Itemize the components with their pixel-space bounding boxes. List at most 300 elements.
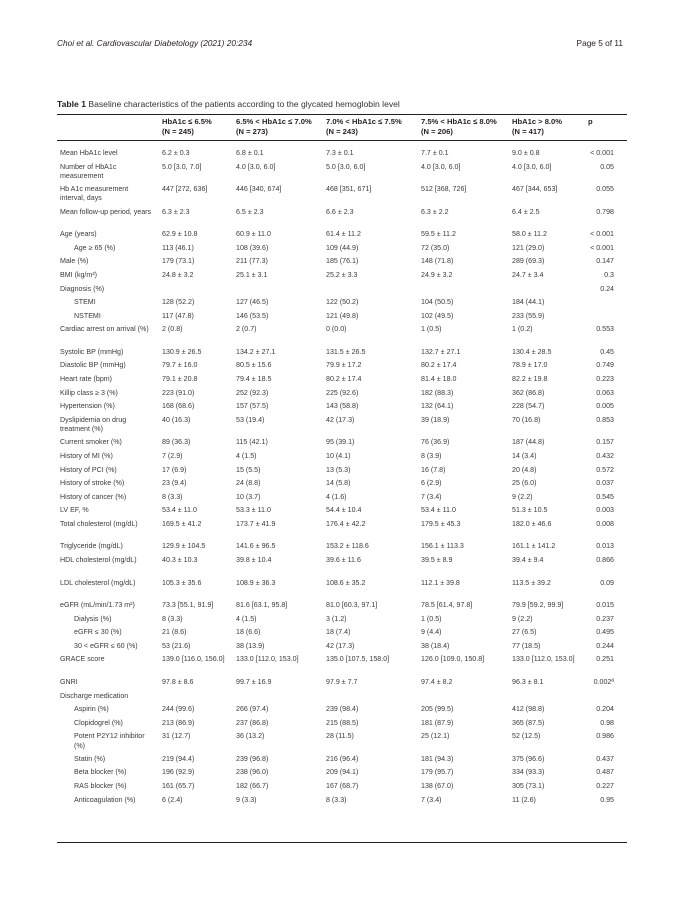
column-header-5-line1: HbA1c > 8.0% xyxy=(512,117,563,126)
value-cell: 216 (96.4) xyxy=(326,754,359,763)
value-cell: 81.4 ± 18.0 xyxy=(421,375,457,383)
value-cell: 146 (53.5) xyxy=(236,311,269,320)
p-value-cell: 0.008 xyxy=(596,519,614,528)
value-cell: 4 (1.6) xyxy=(326,492,347,501)
row-label: BMI (kg/m²) xyxy=(60,270,98,279)
value-cell: 25 (12.1) xyxy=(421,732,450,741)
p-value-cell: 0.853 xyxy=(596,415,614,424)
value-cell: 143 (58.8) xyxy=(326,402,359,411)
p-value-cell: 0.015 xyxy=(596,601,614,609)
value-cell: 161 (65.7) xyxy=(162,782,195,790)
value-cell: 9.0 ± 0.8 xyxy=(512,149,540,157)
value-cell: 2 (0.7) xyxy=(236,325,257,334)
value-cell: 39.4 ± 9.4 xyxy=(512,556,544,564)
column-header-4-line2: (N = 206) xyxy=(421,127,453,136)
value-cell: 181 (87.9) xyxy=(421,718,454,727)
value-cell: 53 (21.6) xyxy=(162,641,191,650)
value-cell: 215 (88.5) xyxy=(326,718,359,727)
row-label: Total cholesterol (mg/dL) xyxy=(60,519,138,528)
value-cell: 7.7 ± 0.1 xyxy=(421,149,449,157)
value-cell: 8 (3.3) xyxy=(162,614,183,623)
value-cell: 130.4 ± 28.5 xyxy=(512,347,552,356)
value-cell: 117 (47.8) xyxy=(162,311,194,320)
p-value-cell: 0.749 xyxy=(596,361,614,370)
p-value-cell: < 0.001 xyxy=(590,149,614,157)
p-value-cell: 0.24 xyxy=(600,284,614,293)
value-cell: 24.8 ± 3.2 xyxy=(162,270,194,279)
row-label: LV EF, % xyxy=(60,506,89,515)
value-cell: 133.0 [112.0, 153.0] xyxy=(512,655,575,664)
value-cell: 7.3 ± 0.1 xyxy=(326,149,354,157)
row-label: Potent P2Y12 inhibitor (%) xyxy=(74,732,145,750)
value-cell: 18 (7.4) xyxy=(326,628,351,637)
value-cell: 78.9 ± 17.0 xyxy=(512,361,548,370)
value-cell: 6 (2.4) xyxy=(162,795,183,804)
p-value-cell: 0.223 xyxy=(596,375,614,383)
value-cell: 24 (8.8) xyxy=(236,479,261,488)
value-cell: 512 [368, 726] xyxy=(421,185,467,194)
value-cell: 239 (98.4) xyxy=(326,705,359,714)
value-cell: 8 (3.3) xyxy=(326,795,347,804)
column-header-4-line1: 7.5% < HbA1c ≤ 8.0% xyxy=(421,117,497,126)
value-cell: 167 (68.7) xyxy=(326,782,359,790)
p-value-cell: 0.157 xyxy=(596,438,614,447)
value-cell: 179.5 ± 45.3 xyxy=(421,519,461,528)
value-cell: 4.0 [3.0, 6.0] xyxy=(236,162,276,171)
value-cell: 228 (54.7) xyxy=(512,402,545,411)
value-cell: 25.2 ± 3.3 xyxy=(326,270,358,279)
row-label: eGFR (mL/min/1.73 m²) xyxy=(60,601,135,609)
value-cell: 223 (91.0) xyxy=(162,388,195,397)
row-label: Mean follow-up period, years xyxy=(60,207,152,216)
row-label: GNRI xyxy=(60,677,78,686)
row-label: Age (years) xyxy=(60,230,97,239)
value-cell: 179 (95.7) xyxy=(421,768,454,777)
value-cell: 54.4 ± 10.4 xyxy=(326,506,362,515)
value-cell: 80.5 ± 15.6 xyxy=(236,361,272,370)
row-label: Hypertension (%) xyxy=(60,402,115,411)
value-cell: 289 (69.3) xyxy=(512,257,545,266)
value-cell: 233 (55.9) xyxy=(512,311,545,320)
value-cell: 7 (2.9) xyxy=(162,451,183,460)
value-cell: 168 (68.6) xyxy=(162,402,195,411)
row-label: Dyslipidemia on drug treatment (%) xyxy=(60,415,127,434)
row-label: Diastolic BP (mmHg) xyxy=(60,361,126,370)
value-cell: 6.5 ± 2.3 xyxy=(236,207,264,216)
value-cell: 169.5 ± 41.2 xyxy=(162,519,202,528)
p-value-cell: 0.251 xyxy=(596,655,614,664)
value-cell: 95 (39.1) xyxy=(326,438,355,447)
column-header-p xyxy=(588,117,608,127)
column-header-3-line1: 7.0% < HbA1c ≤ 7.5% xyxy=(326,117,402,126)
value-cell: 181 (94.3) xyxy=(421,754,454,763)
value-cell: 105.3 ± 35.6 xyxy=(162,578,202,587)
value-cell: 76 (36.9) xyxy=(421,438,450,447)
value-cell: 6.3 ± 2.2 xyxy=(421,207,449,216)
value-cell: 53.4 ± 11.0 xyxy=(162,506,197,515)
p-value-cell: 0.432 xyxy=(596,451,614,460)
row-label: GRACE score xyxy=(60,655,105,664)
column-header-1 xyxy=(162,117,234,137)
value-cell: 447 [272, 636] xyxy=(162,185,208,194)
p-value-cell: 0.244 xyxy=(596,641,614,650)
p-value-cell: 0.545 xyxy=(596,492,614,501)
column-header-5-line2: (N = 417) xyxy=(512,127,544,136)
value-cell: 25 (6.0) xyxy=(512,479,537,488)
page-number: Page 5 of 11 xyxy=(576,38,623,48)
value-cell: 237 (86.8) xyxy=(236,718,269,727)
value-cell: 6 (2.9) xyxy=(421,479,442,488)
p-value-cell: 0.98 xyxy=(600,718,614,727)
p-value-cell: 0.063 xyxy=(596,388,614,397)
p-value-cell: 0.055 xyxy=(596,185,614,194)
row-label: Number of HbA1c measurement xyxy=(60,162,117,180)
value-cell: 38 (18.4) xyxy=(421,641,450,650)
value-cell: 21 (8.6) xyxy=(162,628,187,637)
value-cell: 42 (17.3) xyxy=(326,415,355,424)
table-label: Table 1 xyxy=(57,99,86,109)
value-cell: 39.8 ± 10.4 xyxy=(236,556,272,564)
p-value-cell: 0.227 xyxy=(596,782,614,790)
value-cell: 113.5 ± 39.2 xyxy=(512,578,551,587)
value-cell: 96.3 ± 8.1 xyxy=(512,677,544,686)
p-value-cell: 0.553 xyxy=(596,325,614,334)
row-label: Clopidogrel (%) xyxy=(74,718,123,727)
value-cell: 109 (44.9) xyxy=(326,243,359,252)
value-cell: 10 (3.7) xyxy=(236,492,261,501)
value-cell: 72 (35.0) xyxy=(421,243,450,252)
value-cell: 213 (86.9) xyxy=(162,718,195,727)
running-head xyxy=(57,38,623,52)
value-cell: 102 (49.5) xyxy=(421,311,454,320)
value-cell: 1 (0.2) xyxy=(512,325,533,334)
value-cell: 182 (88.3) xyxy=(421,388,454,397)
value-cell: 24.7 ± 3.4 xyxy=(512,270,544,279)
value-cell: 4 (1.5) xyxy=(236,451,257,460)
value-cell: 179 (73.1) xyxy=(162,257,195,266)
table-header-rule xyxy=(57,140,627,141)
value-cell: 77 (18.5) xyxy=(512,641,541,650)
value-cell: 62.9 ± 10.8 xyxy=(162,230,198,239)
table-caption xyxy=(57,99,627,109)
row-label: Male (%) xyxy=(60,257,89,266)
value-cell: 25.1 ± 3.1 xyxy=(236,270,268,279)
p-value-cell: 0.05 xyxy=(600,162,614,171)
row-label: Triglyceride (mg/dL) xyxy=(60,542,123,551)
value-cell: 225 (92.6) xyxy=(326,388,359,397)
value-cell: 36 (13.2) xyxy=(236,732,265,741)
value-cell: 31 (12.7) xyxy=(162,732,191,741)
value-cell: 53.4 ± 11.0 xyxy=(421,506,456,515)
value-cell: 127 (46.5) xyxy=(236,298,269,307)
value-cell: 365 (87.5) xyxy=(512,718,545,727)
table-caption-text: Baseline characteristics of the patients according to the glycated hemoglobin level xyxy=(88,99,400,109)
value-cell: 1 (0.5) xyxy=(421,325,442,334)
value-cell: 135.0 [107.5, 158.0] xyxy=(326,655,390,664)
value-cell: 446 [340, 674] xyxy=(236,185,282,194)
value-cell: 121 (49.8) xyxy=(326,311,359,320)
column-header-1-line2: (N = 245) xyxy=(162,127,194,136)
value-cell: 4.0 [3.0, 6.0] xyxy=(421,162,461,171)
value-cell: 6.4 ± 2.5 xyxy=(512,207,540,216)
p-value-cell: 0.002ª xyxy=(593,677,614,686)
value-cell: 6.2 ± 0.3 xyxy=(162,149,190,157)
value-cell: 59.5 ± 11.2 xyxy=(421,230,456,239)
p-value-cell: 0.572 xyxy=(596,465,614,474)
value-cell: 113 (46.1) xyxy=(162,243,194,252)
table-bottom-rule xyxy=(57,842,627,843)
value-cell: 13 (5.3) xyxy=(326,465,351,474)
row-label: Beta blocker (%) xyxy=(74,768,127,777)
row-label: Anticoagulation (%) xyxy=(74,795,136,804)
row-label: Discharge medication xyxy=(60,691,129,700)
value-cell: 185 (76.1) xyxy=(326,257,359,266)
value-cell: 108.9 ± 36.3 xyxy=(236,578,276,587)
value-cell: 14 (5.8) xyxy=(326,479,351,488)
p-value-cell: < 0.001 xyxy=(590,230,614,239)
value-cell: 51.3 ± 10.5 xyxy=(512,506,548,515)
value-cell: 6.8 ± 0.1 xyxy=(236,149,264,157)
row-label: Dialysis (%) xyxy=(74,614,112,623)
p-value-cell: 0.437 xyxy=(596,754,614,763)
value-cell: 362 (86.8) xyxy=(512,388,545,397)
value-cell: 266 (97.4) xyxy=(236,705,269,714)
value-cell: 9 (2.2) xyxy=(512,492,533,501)
value-cell: 2 (0.8) xyxy=(162,325,183,334)
value-cell: 122 (50.2) xyxy=(326,298,359,307)
value-cell: 60.9 ± 11.0 xyxy=(236,230,271,239)
value-cell: 4 (1.5) xyxy=(236,614,257,623)
value-cell: 42 (17.3) xyxy=(326,641,355,650)
row-label: Mean HbA1c level xyxy=(60,149,118,157)
row-label: RAS blocker (%) xyxy=(74,782,127,790)
value-cell: 138 (67.0) xyxy=(421,782,454,790)
value-cell: 139.0 [116.0, 156.0] xyxy=(162,655,225,664)
value-cell: 209 (94.1) xyxy=(326,768,359,777)
value-cell: 38 (13.9) xyxy=(236,641,265,650)
value-cell: 89 (36.3) xyxy=(162,438,191,447)
value-cell: 211 (77.3) xyxy=(236,257,268,266)
value-cell: 108 (39.6) xyxy=(236,243,269,252)
value-cell: 205 (99.5) xyxy=(421,705,454,714)
row-label: 30 < eGFR ≤ 60 (%) xyxy=(74,641,138,650)
value-cell: 134.2 ± 27.1 xyxy=(236,347,276,356)
p-value-cell: < 0.001 xyxy=(590,243,614,252)
value-cell: 11 (2.6) xyxy=(512,795,536,804)
value-cell: 157 (57.5) xyxy=(236,402,269,411)
value-cell: 252 (92.3) xyxy=(236,388,269,397)
row-label: HDL cholesterol (mg/dL) xyxy=(60,556,137,564)
value-cell: 3 (1.2) xyxy=(326,614,347,623)
column-header-5 xyxy=(512,117,582,137)
column-header-3 xyxy=(326,117,418,137)
value-cell: 80.2 ± 17.4 xyxy=(326,375,362,383)
value-cell: 81.0 [60.3, 97.1] xyxy=(326,601,378,609)
value-cell: 104 (50.5) xyxy=(421,298,454,307)
value-cell: 184 (44.1) xyxy=(512,298,545,307)
value-cell: 97.8 ± 8.6 xyxy=(162,677,194,686)
value-cell: 334 (93.3) xyxy=(512,768,545,777)
value-cell: 81.6 [63.1, 95.8] xyxy=(236,601,288,609)
column-header-3-line2: (N = 243) xyxy=(326,127,358,136)
column-header-4 xyxy=(421,117,513,137)
value-cell: 130.9 ± 26.5 xyxy=(162,347,202,356)
value-cell: 97.9 ± 7.7 xyxy=(326,677,358,686)
value-cell: 23 (9.4) xyxy=(162,479,187,488)
value-cell: 219 (94.4) xyxy=(162,754,195,763)
value-cell: 16 (7.8) xyxy=(421,465,446,474)
value-cell: 20 (4.8) xyxy=(512,465,537,474)
value-cell: 53.3 ± 11.0 xyxy=(236,506,271,515)
journal-citation: Choi et al. Cardiovascular Diabetology (2021) 20:234 xyxy=(57,38,253,48)
value-cell: 58.0 ± 11.2 xyxy=(512,230,547,239)
value-cell: 9 (2.2) xyxy=(512,614,533,623)
value-cell: 196 (92.9) xyxy=(162,768,195,777)
value-cell: 182.0 ± 46.6 xyxy=(512,519,552,528)
p-value-cell: 0.798 xyxy=(596,207,614,216)
value-cell: 28 (11.5) xyxy=(326,732,354,741)
value-cell: 121 (29.0) xyxy=(512,243,545,252)
p-value-cell: 0.3 xyxy=(604,270,614,279)
value-cell: 24.9 ± 3.2 xyxy=(421,270,453,279)
table-top-rule xyxy=(57,114,627,115)
row-label: NSTEMI xyxy=(74,311,101,320)
value-cell: 467 [344, 653] xyxy=(512,185,558,194)
value-cell: 148 (71.8) xyxy=(421,257,454,266)
value-cell: 115 (42.1) xyxy=(236,438,268,447)
value-cell: 156.1 ± 113.3 xyxy=(421,542,464,551)
value-cell: 133.0 [112.0, 153.0] xyxy=(236,655,299,664)
value-cell: 112.1 ± 39.8 xyxy=(421,578,460,587)
value-cell: 132 (64.1) xyxy=(421,402,454,411)
p-value-cell: 0.09 xyxy=(600,578,614,587)
p-value-cell: 0.986 xyxy=(596,732,614,741)
p-value-cell: 0.204 xyxy=(596,705,614,714)
p-value-cell: 0.487 xyxy=(596,768,614,777)
row-label: eGFR ≤ 30 (%) xyxy=(74,628,122,637)
value-cell: 4.0 [3.0, 6.0] xyxy=(512,162,552,171)
p-value-cell: 0.147 xyxy=(596,257,614,266)
value-cell: 129.9 ± 104.5 xyxy=(162,542,206,551)
value-cell: 182 (66.7) xyxy=(236,782,269,790)
value-cell: 8 (3.3) xyxy=(162,492,183,501)
p-value-cell: 0.237 xyxy=(596,614,614,623)
value-cell: 40.3 ± 10.3 xyxy=(162,556,198,564)
value-cell: 78.5 [61.4, 97.8] xyxy=(421,601,473,609)
row-label: Diagnosis (%) xyxy=(60,284,105,293)
value-cell: 82.2 ± 19.8 xyxy=(512,375,548,383)
value-cell: 176.4 ± 42.2 xyxy=(326,519,366,528)
row-label: History of cancer (%) xyxy=(60,492,127,501)
value-cell: 7 (3.4) xyxy=(421,492,442,501)
value-cell: 153.2 ± 118.6 xyxy=(326,542,369,551)
p-value-cell: 0.013 xyxy=(596,542,614,551)
value-cell: 73.3 [55.1, 91.9] xyxy=(162,601,214,609)
p-value-cell: 0.45 xyxy=(600,347,614,356)
row-label: Cardiac arrest on arrival (%) xyxy=(60,325,149,334)
value-cell: 0 (0.0) xyxy=(326,325,347,334)
value-cell: 244 (99.6) xyxy=(162,705,195,714)
value-cell: 305 (73.1) xyxy=(512,782,545,790)
value-cell: 39.5 ± 8.9 xyxy=(421,556,453,564)
row-label: History of MI (%) xyxy=(60,451,113,460)
row-label: Statin (%) xyxy=(74,754,106,763)
value-cell: 6.3 ± 2.3 xyxy=(162,207,190,216)
value-cell: 161.1 ± 141.2 xyxy=(512,542,556,551)
value-cell: 239 (96.8) xyxy=(236,754,269,763)
column-header-2-line2: (N = 273) xyxy=(236,127,268,136)
value-cell: 128 (52.2) xyxy=(162,298,195,307)
value-cell: 52 (12.5) xyxy=(512,732,541,741)
row-label: Heart rate (bpm) xyxy=(60,375,113,383)
value-cell: 108.6 ± 35.2 xyxy=(326,578,366,587)
value-cell: 18 (6.6) xyxy=(236,628,261,637)
p-value-cell: 0.003 xyxy=(596,506,614,515)
value-cell: 99.7 ± 16.9 xyxy=(236,677,272,686)
row-label: History of PCI (%) xyxy=(60,465,117,474)
value-cell: 5.0 [3.0, 7.0] xyxy=(162,162,202,171)
row-label: Age ≥ 65 (%) xyxy=(74,243,116,252)
value-cell: 27 (6.5) xyxy=(512,628,537,637)
value-cell: 6.6 ± 2.3 xyxy=(326,207,354,216)
value-cell: 126.0 [109.0, 150.8] xyxy=(421,655,485,664)
value-cell: 412 (98.8) xyxy=(512,705,545,714)
column-header-1-line1: HbA1c ≤ 6.5% xyxy=(162,117,212,126)
value-cell: 53 (19.4) xyxy=(236,415,265,424)
row-label: Systolic BP (mmHg) xyxy=(60,347,124,356)
value-cell: 1 (0.5) xyxy=(421,614,442,623)
row-label: Killip class ≥ 3 (%) xyxy=(60,388,118,397)
row-label: History of stroke (%) xyxy=(60,479,125,488)
value-cell: 238 (96.0) xyxy=(236,768,269,777)
value-cell: 173.7 ± 41.9 xyxy=(236,519,276,528)
row-label: STEMI xyxy=(74,298,96,307)
value-cell: 70 (16.8) xyxy=(512,415,541,424)
p-value-cell: 0.95 xyxy=(600,795,614,804)
row-label: LDL cholesterol (mg/dL) xyxy=(60,578,136,587)
row-label: Current smoker (%) xyxy=(60,438,122,447)
column-header-2-line1: 6.5% < HbA1c ≤ 7.0% xyxy=(236,117,312,126)
value-cell: 80.2 ± 17.4 xyxy=(421,361,457,370)
value-cell: 132.7 ± 27.1 xyxy=(421,347,461,356)
value-cell: 131.5 ± 26.5 xyxy=(326,347,366,356)
value-cell: 61.4 ± 11.2 xyxy=(326,230,361,239)
value-cell: 468 [351, 671] xyxy=(326,185,372,194)
value-cell: 17 (6.9) xyxy=(162,465,187,474)
value-cell: 187 (44.8) xyxy=(512,438,545,447)
value-cell: 39 (18.9) xyxy=(421,415,450,424)
value-cell: 9 (3.3) xyxy=(236,795,257,804)
p-value-cell: 0.495 xyxy=(596,628,614,637)
value-cell: 79.9 ± 17.2 xyxy=(326,361,362,370)
value-cell: 8 (3.9) xyxy=(421,451,442,460)
p-value-cell: 0.005 xyxy=(596,402,614,411)
value-cell: 141.6 ± 96.5 xyxy=(236,542,276,551)
p-value-cell: 0.866 xyxy=(596,556,614,564)
row-label: Hb A1c measurement interval, days xyxy=(60,185,129,203)
value-cell: 79.7 ± 16.0 xyxy=(162,361,198,370)
value-cell: 5.0 [3.0, 6.0] xyxy=(326,162,366,171)
value-cell: 97.4 ± 8.2 xyxy=(421,677,453,686)
value-cell: 15 (5.5) xyxy=(236,465,261,474)
value-cell: 7 (3.4) xyxy=(421,795,442,804)
row-label: Aspirin (%) xyxy=(74,705,109,714)
value-cell: 375 (96.6) xyxy=(512,754,545,763)
value-cell: 79.4 ± 18.5 xyxy=(236,375,272,383)
value-cell: 14 (3.4) xyxy=(512,451,537,460)
value-cell: 40 (16.3) xyxy=(162,415,191,424)
value-cell: 79.9 [59.2, 99.9] xyxy=(512,601,564,609)
